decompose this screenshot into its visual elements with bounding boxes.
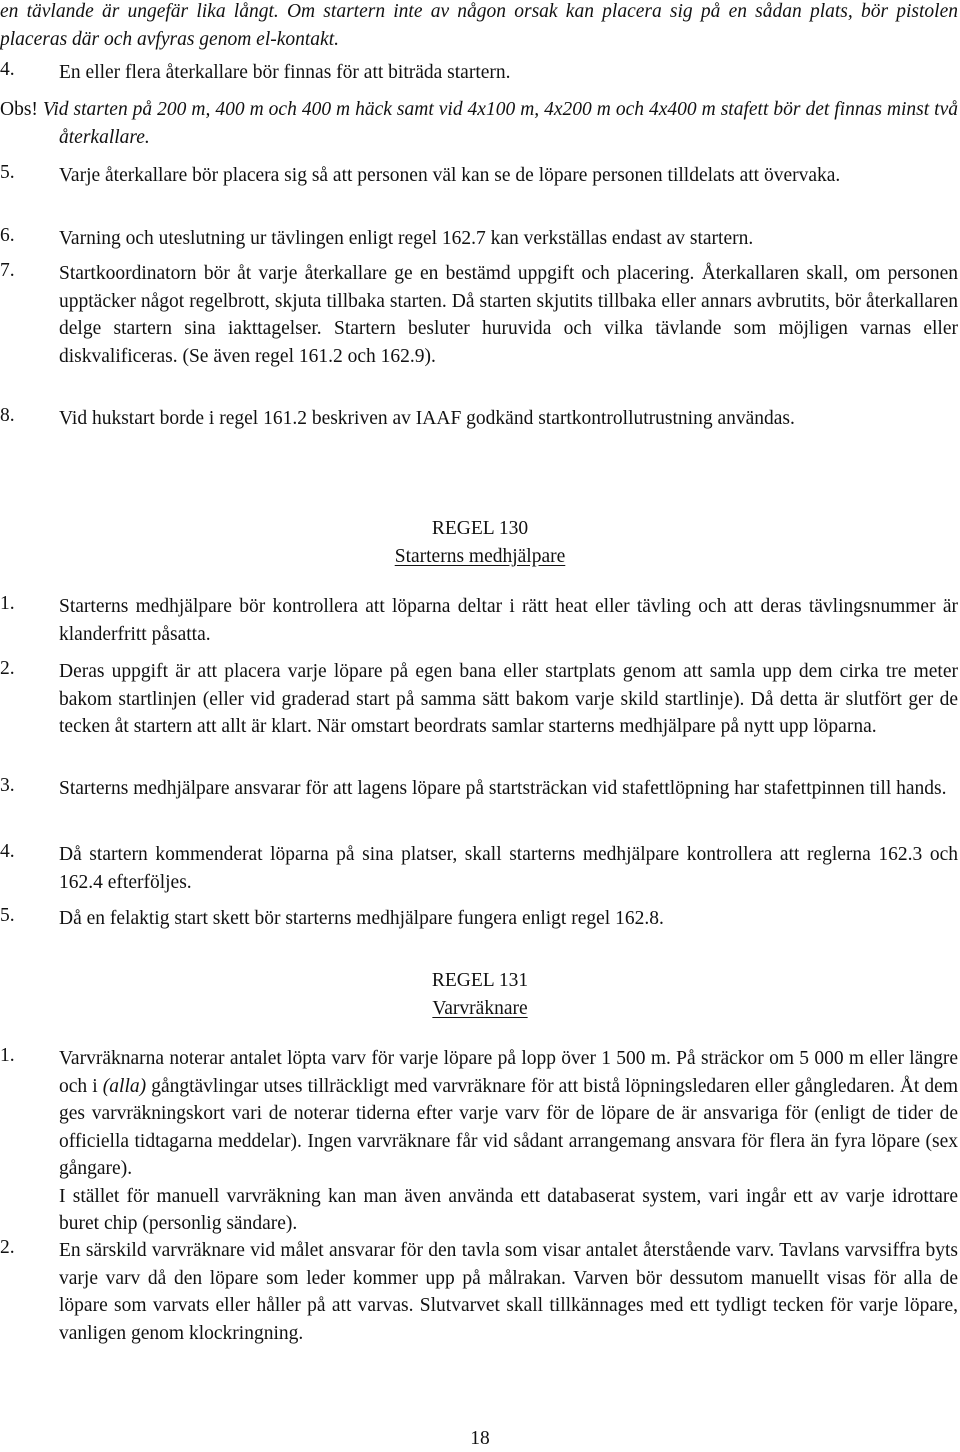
- rule129-item-5: [0, 162, 958, 190]
- obs-label: Obs!: [0, 99, 38, 120]
- rule129-item-6: [0, 225, 958, 253]
- item-text: Då en felaktig start skett bör starterns medhjälpare fungera enligt regel 162.8.: [59, 908, 664, 929]
- item-number: 1.: [0, 1045, 15, 1066]
- item-text: Varvräknarna noterar antalet löpta varv för varje löpare på lopp över 1 500 m. På sträckor om 5 000 m eller längre och i (alla) gångtävlingar utses tillräckligt med varvräknare för att bistå löpningsledaren eller gångledaren. Åt dem ges varvräkningskort vari de noterar tiderna efter varje varv för de löpare de är ansvariga för (enligt de tider de officiella tidtagarna meddelar). Ingen varvräknare får vid sådant arrangemang ansvara för flera än fyra löpare (sex gångare).: [59, 1048, 958, 1179]
- rule130-item-4: [0, 841, 958, 896]
- item-number: 5.: [0, 162, 15, 183]
- rule129-item-4: [0, 59, 958, 87]
- rule129-obs: [0, 96, 958, 151]
- page-number: 18: [470, 1428, 490, 1449]
- item-number: 4.: [0, 841, 15, 862]
- item-text: Startkoordinatorn bör åt varje återkallare ge en bestämd uppgift och placering. Återkallaren skall, om personen upptäcker något regelbrott, skjuta tillbaka starten. Då starten skjutits tillbaka eller annars avbrutits, bör återkallaren delge startern sina iakttagelser. Startern besluter huruvida och vilka tävlande som möjligen varnas eller diskvalificeras. (Se även regel 161.2 och 162.9).: [59, 263, 958, 367]
- item-number: 2.: [0, 1237, 15, 1258]
- rule130-heading: REGEL 130: [431, 518, 529, 539]
- item-text: Deras uppgift är att placera varje löpare på egen bana eller startplats genom att samla upp dem cirka tre meter bakom startlinjen (eller vid graderad start på samma sätt bakom varje skild startlinje). Då detta är slutfört ger de tecken åt startern att allt är klart. När omstart beordrats samlar starterns medhjälpare på nytt upp löparna.: [59, 661, 958, 737]
- rule131-item-2: [0, 1237, 958, 1347]
- item-number: 8.: [0, 405, 15, 426]
- obs-body: Vid starten på 200 m, 400 m och 400 m häck samt vid 4x100 m, 4x200 m och 4x400 m stafett bör det finnas minst två återkallare.: [37, 99, 958, 148]
- item-number: 5.: [0, 905, 15, 926]
- item-text-continued: I stället för manuell varvräkning kan man även använda ett databaserat system, vari ingår ett av varje idrottare buret chip (personlig sändare).: [59, 1185, 958, 1234]
- item-text: Vid hukstart borde i regel 161.2 beskriven av IAAF godkänd startkontrollutrustning användas.: [59, 408, 795, 429]
- item-number: 6.: [0, 225, 15, 246]
- item-text: En särskild varvräknare vid målet ansvarar för den tavla som visar antalet återstående varv. Tavlans varvsiffra byts varje varv då den löpare som leder kommer upp på målrakan. Varven bör dessutom manuellt visas för alla de löpare som varvats eller håller på att varvas. Slutvarvet skall tillkännages med ett tydligt tecken för varje löpare, vanligen genom klockringning.: [59, 1240, 958, 1344]
- rule130-item-3: [0, 775, 958, 803]
- rule130-title: Starterns medhjälpare: [394, 546, 566, 567]
- obs-text: [0, 96, 958, 151]
- item-number: 1.: [0, 593, 15, 614]
- rule130-item-2: [0, 658, 958, 741]
- item-text: Då startern kommenderat löparna på sina platser, skall starterns medhjälpare kontrollera att reglerna 162.3 och 162.4 efterföljes.: [59, 844, 958, 893]
- rule131-heading: REGEL 131: [431, 970, 529, 991]
- item-text: En eller flera återkallare bör finnas för att biträda startern.: [59, 62, 511, 83]
- item-number: 4.: [0, 59, 15, 80]
- item-number: 2.: [0, 658, 15, 679]
- item-number: 7.: [0, 260, 15, 281]
- item-text: Varning och uteslutning ur tävlingen enligt regel 162.7 kan verkställas endast av startern.: [59, 228, 754, 249]
- intro-paragraph: en tävlande är ungefär lika långt. Om startern inte av någon orsak kan placera sig på en sådan plats, bör pistolen placeras där och avfyras genom el-kontakt.: [0, 1, 958, 50]
- item-text: Varje återkallare bör placera sig så att personen väl kan se de löpare personen tilldelats att övervaka.: [59, 165, 841, 186]
- item-text: Starterns medhjälpare ansvarar för att lagens löpare på startsträckan vid stafettlöpning har stafettpinnen till hands.: [59, 778, 947, 799]
- rule130-item-5: [0, 905, 958, 933]
- rule129-item-7: [0, 260, 958, 370]
- item-text: Starterns medhjälpare bör kontrollera att löparna deltar i rätt heat eller tävling och att deras tävlingsnummer är klanderfritt påsatta.: [59, 596, 958, 645]
- rule129-item-8: [0, 405, 958, 433]
- rule130-item-1: [0, 593, 958, 648]
- item-number: 3.: [0, 775, 15, 796]
- rule131-title: Varvräknare: [432, 998, 528, 1019]
- rule131-item-1: [0, 1045, 958, 1238]
